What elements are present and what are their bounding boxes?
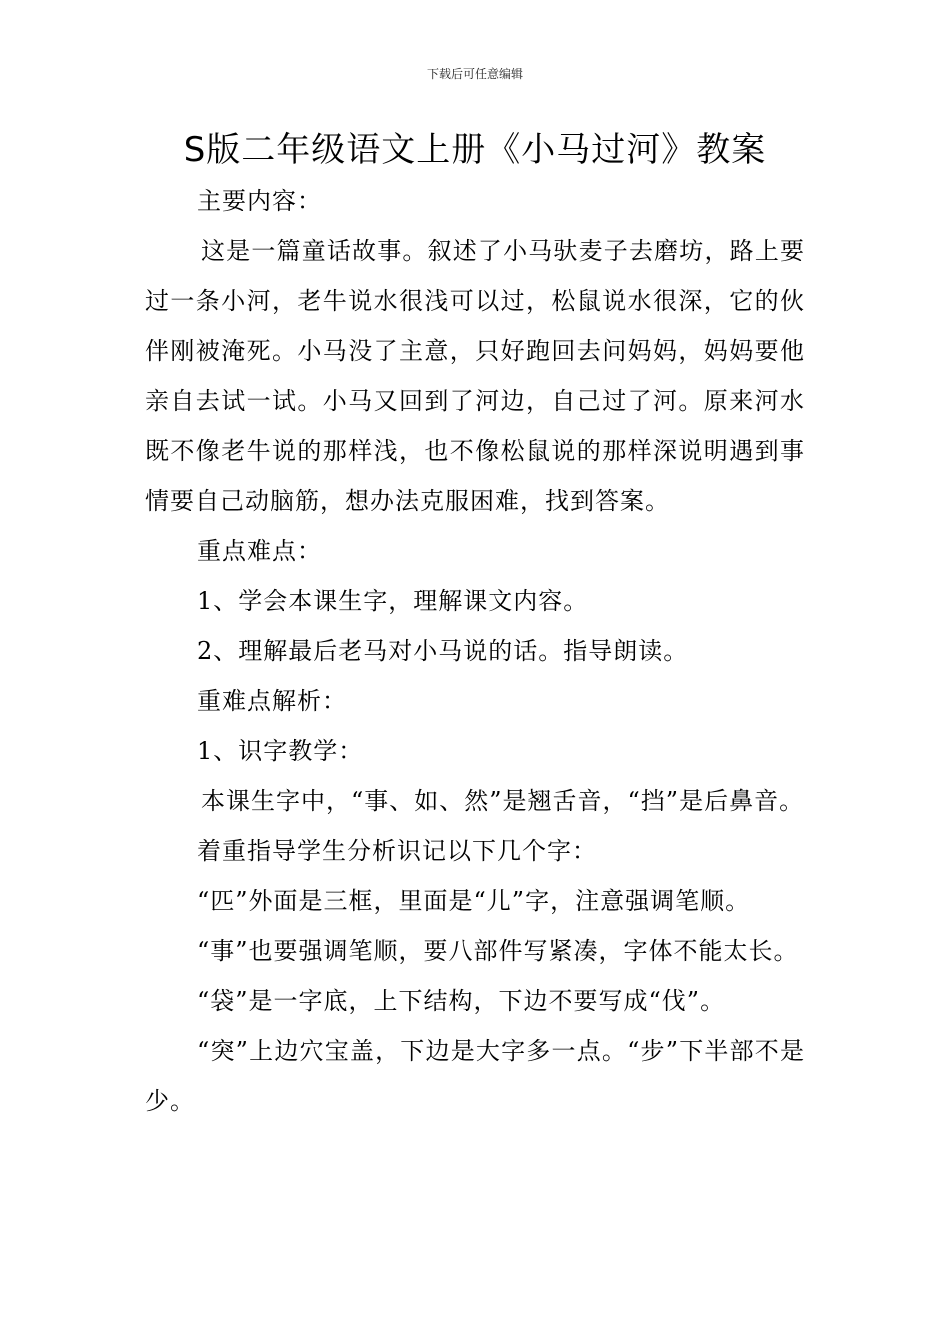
document-title: S版二年级语文上册《小马过河》教案 xyxy=(183,130,767,170)
subheading-literacy: 1、识字教学： xyxy=(197,737,364,765)
key-point-1: 1、学会本课生字，理解课文内容。 xyxy=(197,587,589,615)
paragraph-pronunciation: 本课生字中，“事、如、然”是翘舌音，“挡”是后鼻音。 xyxy=(201,787,805,815)
section-heading-main-content: 主要内容： xyxy=(197,187,322,215)
paragraph-char-tu: “突”上边穴宝盖，下边是大字多一点。“步”下半部不是少。 xyxy=(145,1037,805,1115)
paragraph-char-pi: “匹”外面是三框，里面是“儿”字，注意强调笔顺。 xyxy=(197,887,751,915)
page-header-note: 下载后可任意编辑 xyxy=(426,67,523,81)
section-heading-key-points: 重点难点： xyxy=(197,537,322,565)
paragraph-char-shi: “事”也要强调笔顺，要八部件写紧凑，字体不能太长。 xyxy=(197,937,799,965)
paragraph-char-dai: “袋”是一字底，上下结构，下边不要写成“伐”。 xyxy=(197,987,726,1015)
document-body xyxy=(145,176,805,1126)
paragraph-guidance-intro: 着重指导学生分析识记以下几个字： xyxy=(197,837,597,865)
key-point-2: 2、理解最后老马对小马说的话。指导朗读。 xyxy=(197,637,689,665)
paragraph-summary: 这是一篇童话故事。叙述了小马驮麦子去磨坊，路上要过一条小河，老牛说水很浅可以过，松鼠说水很深，它的伙伴刚被淹死。小马没了主意，只好跑回去问妈妈，妈妈要他亲自去试一试。小马又回到了河边，自己过了河。原来河水既不像老牛说的那样浅，也不像松鼠说的那样深说明遇到事情要自己动脑筋，想办法克服困难，找到答案。 xyxy=(145,237,805,515)
section-heading-analysis: 重难点解析： xyxy=(197,687,347,715)
